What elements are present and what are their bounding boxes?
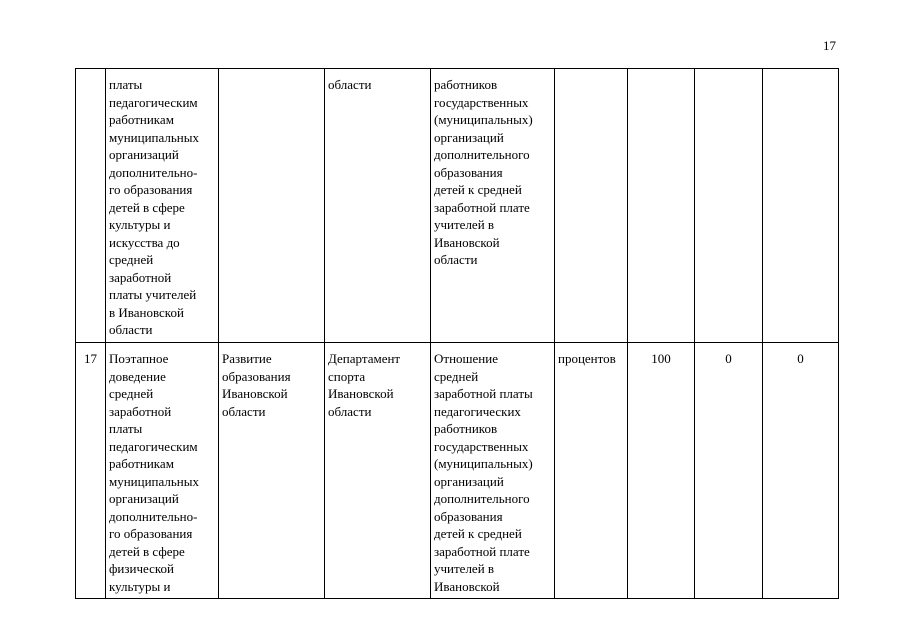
indicator-line: организаций: [434, 473, 504, 489]
indicator-line: средней: [434, 368, 479, 384]
activity-line: платы: [109, 77, 143, 92]
activity-line: работникам: [109, 112, 174, 127]
value-cell: [628, 69, 695, 343]
activity-line: педагогическим: [109, 94, 198, 110]
activity-cell: [106, 343, 219, 599]
activity-line: в Ивановской: [109, 304, 184, 320]
activity-line: физической: [109, 561, 174, 576]
indicator-line: образования: [434, 508, 503, 524]
indicator-line: заработной платы: [434, 386, 533, 401]
program-line: области: [222, 403, 266, 419]
indicator-line: педагогических: [434, 403, 521, 419]
executor-line: области: [328, 403, 372, 419]
indicator-line: дополнительного: [434, 147, 530, 162]
activity-line: организаций: [109, 491, 179, 506]
value-cell: 100: [628, 343, 695, 599]
activity-line: средней: [109, 252, 154, 267]
indicator-line: Отношение: [434, 351, 498, 366]
activity-line: муниципальных: [109, 473, 200, 489]
activity-line: работникам: [109, 456, 174, 471]
program-cell: [219, 69, 325, 343]
indicator-line: Ивановской: [434, 234, 500, 250]
indicator-line: организаций: [434, 129, 504, 145]
indicator-line: дополнительного: [434, 491, 530, 506]
row-number-cell: 17: [76, 343, 106, 599]
indicator-line: (муниципальных): [434, 456, 533, 471]
executor-line: Ивановской: [328, 386, 394, 401]
indicator-line: области: [434, 252, 478, 267]
program-line: образования: [222, 368, 291, 384]
indicator-line: детей к средней: [434, 182, 522, 197]
activity-line: дополнительно-: [109, 164, 198, 180]
indicator-cell: [431, 343, 555, 599]
program-cell: [219, 343, 325, 599]
program-line: Ивановской: [222, 386, 288, 401]
activity-line: детей в сфере: [109, 199, 185, 215]
executor-cell: [325, 69, 431, 343]
indicator-line: учителей в: [434, 217, 495, 232]
indicator-line: (муниципальных): [434, 112, 533, 127]
row-number-cell: [76, 69, 106, 343]
indicator-line: детей к средней: [434, 526, 522, 541]
activity-line: го образования: [109, 526, 193, 541]
activity-line: платы учителей: [109, 287, 197, 302]
indicator-line: заработной плате: [434, 543, 530, 559]
executor-cell: [325, 343, 431, 599]
activity-line: доведение: [109, 368, 166, 384]
value-cell: [695, 69, 763, 343]
indicators-table: [75, 68, 839, 599]
unit-cell: процентов: [555, 343, 628, 599]
activity-line: организаций: [109, 147, 179, 162]
activity-line: дополнительно-: [109, 508, 198, 524]
table-row: [76, 343, 839, 599]
indicator-line: государственных: [434, 438, 529, 454]
value-cell: 0: [763, 343, 839, 599]
value-cell: 0: [695, 343, 763, 599]
executor-line: Департамент: [328, 351, 401, 366]
value-cell: [763, 69, 839, 343]
indicator-cell: [431, 69, 555, 343]
indicator-line: работников: [434, 421, 498, 436]
page-number: 17: [823, 38, 836, 53]
activity-line: педагогическим: [109, 438, 198, 454]
indicator-line: учителей в: [434, 561, 495, 576]
table-row: [76, 69, 839, 343]
indicator-line: образования: [434, 164, 503, 180]
executor-line: спорта: [328, 368, 366, 384]
activity-line: Поэтапное: [109, 351, 169, 366]
activity-line: средней: [109, 386, 154, 401]
activity-line: заработной: [109, 269, 172, 285]
activity-cell: [106, 69, 219, 343]
activity-line: области: [109, 322, 153, 337]
executor-line: области: [328, 77, 372, 92]
activity-line: заработной: [109, 403, 172, 419]
activity-line: го образования: [109, 182, 193, 197]
activity-line: культуры и: [109, 217, 171, 232]
activity-line: искусства до: [109, 234, 180, 250]
unit-cell: [555, 69, 628, 343]
indicator-line: Ивановской: [434, 578, 500, 594]
indicator-line: государственных: [434, 94, 529, 110]
activity-line: детей в сфере: [109, 543, 185, 559]
indicator-line: заработной плате: [434, 199, 530, 215]
activity-line: муниципальных: [109, 129, 200, 145]
activity-line: культуры и: [109, 578, 171, 594]
program-line: Развитие: [222, 351, 272, 366]
indicator-line: работников: [434, 77, 498, 92]
activity-line: платы: [109, 421, 143, 436]
